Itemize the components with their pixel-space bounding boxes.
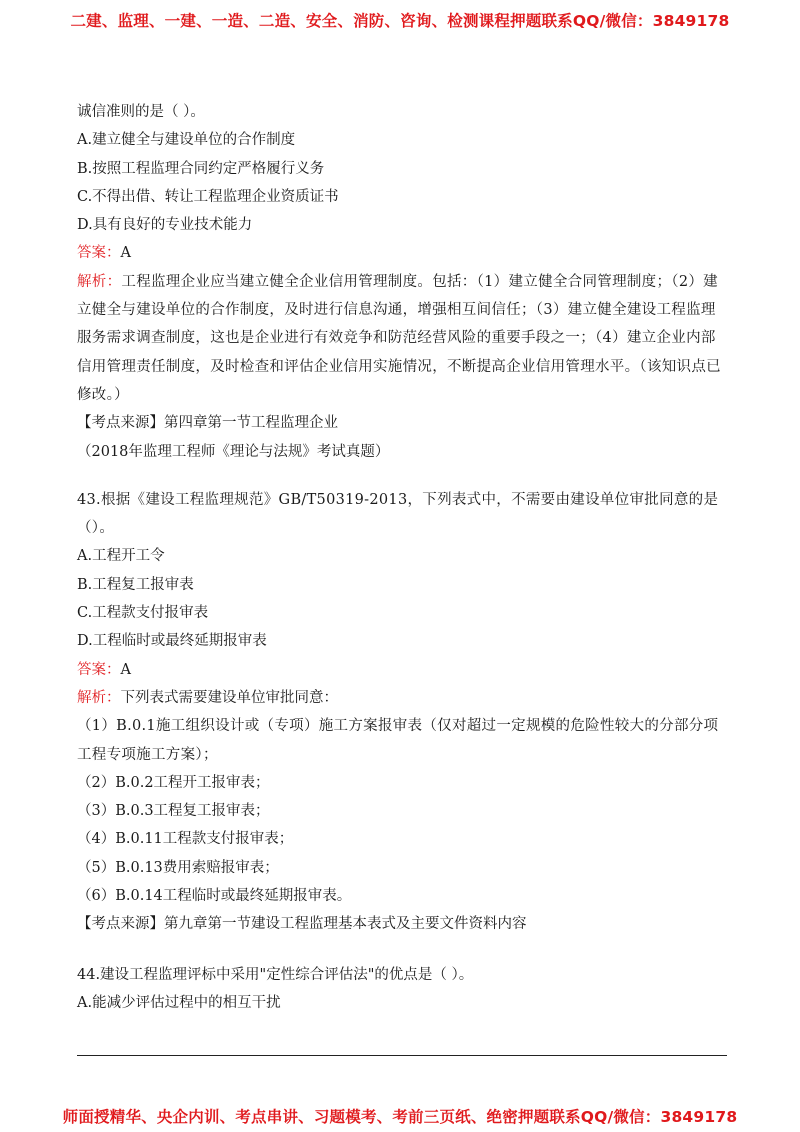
q43-source: 【考点来源】第九章第一节建设工程监理基本表式及主要文件资料内容 — [77, 916, 527, 933]
q43-analysis-item-5: （5）B.0.13费用索赔报审表； — [77, 859, 279, 876]
q42-option-b: B.按照工程监理合同约定严格履行义务 — [77, 160, 325, 177]
q42-stem-tail: 诚信准则的是（ ）。 — [77, 104, 205, 120]
document-body — [77, 98, 727, 1017]
q42-exam: （2018年监理工程师《理论与法规》考试真题） — [77, 443, 390, 460]
q44-stem: 44.建设工程监理评标中采用"定性综合评估法"的优点是（ ）。 — [77, 966, 474, 983]
q43-analysis-item-2: （2）B.0.2工程开工报审表； — [77, 774, 270, 791]
q44-option-a: A.能减少评估过程中的相互干扰 — [77, 994, 281, 1011]
q42-answer — [77, 239, 727, 267]
q43-answer-value: A — [120, 661, 131, 678]
q43-stem: 43.根据《建设工程监理规范》GB/T50319-2013，下列表式中，不需要由建设单位审批同意的是（）。 — [77, 491, 719, 537]
q42-analysis — [77, 268, 727, 409]
q42-analysis-label: 解析： — [77, 273, 122, 290]
q43-option-a: A.工程开工令 — [77, 548, 165, 565]
spacer — [77, 939, 727, 961]
q43-answer — [77, 656, 727, 684]
q42-answer-label: 答案： — [77, 245, 121, 262]
q42-option-c: C.不得出借、转让工程监理企业资质证书 — [77, 188, 339, 205]
q43-analysis-label: 解析： — [77, 689, 121, 706]
q43-analysis-item-6: （6）B.0.14工程临时或最终延期报审表。 — [77, 888, 352, 905]
q43-option-d: D.工程临时或最终延期报审表 — [77, 633, 267, 650]
q42-answer-value: A — [120, 245, 131, 262]
q43-analysis-item-3: （3）B.0.3工程复工报审表； — [77, 803, 270, 820]
q42-option-a: A.建立健全与建设单位的合作制度 — [77, 132, 296, 149]
q43-option-c: C.工程款支付报审表 — [77, 605, 209, 622]
q43-analysis-intro: 下列表式需要建设单位审批同意： — [120, 689, 338, 706]
q42-analysis-text: 工程监理企业应当建立健全企业信用管理制度。包括：（1）建立健全合同管理制度；（2）建立健全与建设单位的合作制度，及时进行信息沟通，增强相互间信任；（3）建立健全建设工程监理服务需求调查制度，这也是企业进行有效竞争和防范经营风险的重要手段之一；（4）建立企业内部信用管理责任制度，及时检查和评估企业信用实施情况，不断提高企业信用管理水平。（该知识点已修改。） — [77, 273, 721, 403]
q43-analysis — [77, 684, 727, 712]
header-banner: 二建、监理、一建、一造、二造、安全、消防、咨询、检测课程押题联系QQ/微信：3849178 — [70, 12, 730, 30]
q43-analysis-item-1: （1）B.0.1施工组织设计或（专项）施工方案报审表（仅对超过一定规模的危险性较大的分部分项工程专项施工方案）； — [77, 718, 719, 763]
q43-option-b: B.工程复工报审表 — [77, 576, 194, 593]
q42-option-d: D.具有良好的专业技术能力 — [77, 217, 253, 234]
q43-analysis-item-4: （4）B.0.11工程款支付报审表； — [77, 831, 294, 848]
footer-divider — [77, 1055, 727, 1056]
q43-answer-label: 答案： — [77, 661, 121, 678]
spacer — [77, 466, 727, 486]
q42-source: 【考点来源】第四章第一节工程监理企业 — [77, 415, 338, 432]
footer-banner: 师面授精华、央企内训、考点串讲、习题模考、考前三页纸、绝密押题联系QQ/微信：3849178 — [62, 1108, 738, 1126]
